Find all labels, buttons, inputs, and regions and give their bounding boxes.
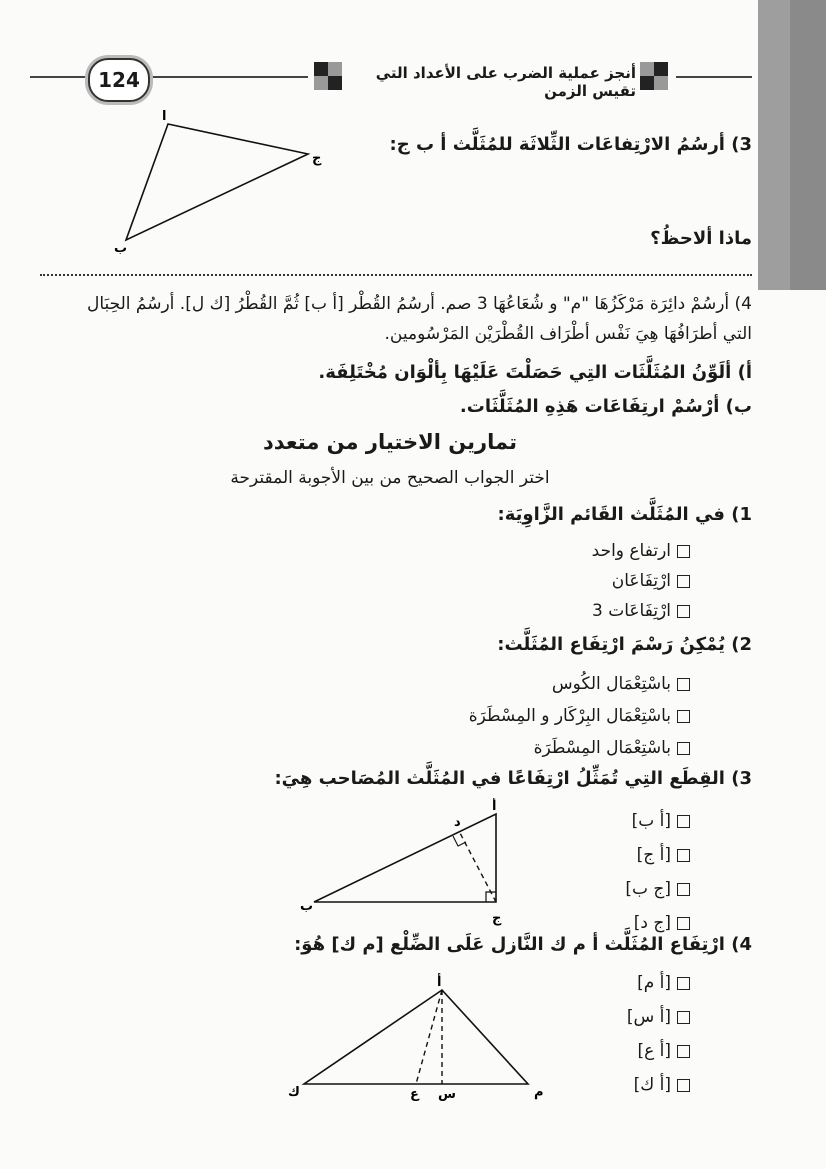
header-title: أنجز عملية الضرب على الأعداد التي تقيس الزمن bbox=[375, 64, 636, 100]
triangle-amk bbox=[304, 990, 528, 1084]
exercise4-part-b: ب) أرْسُمْ ارتِفَاعَات هَذِهِ المُثَلَّثَات. bbox=[459, 396, 752, 417]
mcq1-options bbox=[350, 536, 690, 626]
mcq4-option[interactable]: [أ ك] bbox=[560, 1068, 690, 1102]
checkbox[interactable] bbox=[677, 1045, 690, 1058]
page-number: 124 bbox=[88, 58, 150, 102]
exercise4-line1: 4) أرسُمْ دائِرَة مَرْكَزُهَا "م" و شُعَاعُهَا 3 صم. أرسُمُ القُطْر [أ ب] ثُمَّ القُطْرُ [ك ل]. أرسُمُ الحِبَال bbox=[86, 294, 752, 314]
vertex-label-b: ب bbox=[114, 241, 128, 256]
vertex-label-j: ج bbox=[312, 151, 322, 166]
exercise4-line2: التي أطرَافُهَا هِيَ نَفْس أطْرَاف القُطْرَيْن المَرْسُومين. bbox=[384, 324, 752, 344]
checkbox[interactable] bbox=[677, 742, 690, 755]
mcq3-prompt: 3) القِطَع التِي تُمَثِّلُ ارْتِفَاعًا في المُثَلَّث المُصَاحب هِيَ: bbox=[274, 768, 752, 789]
mcq3-option[interactable]: [أ ب] bbox=[560, 804, 690, 838]
checkbox[interactable] bbox=[677, 710, 690, 723]
mcq2-option[interactable]: باسْتِعْمَال الكُوس bbox=[350, 668, 690, 700]
mcq3-option[interactable]: [أ ج] bbox=[560, 838, 690, 872]
mcq4-options bbox=[560, 966, 690, 1102]
checkbox[interactable] bbox=[677, 815, 690, 828]
right-triangle-figure bbox=[300, 798, 520, 928]
mcq4-option[interactable]: [أ ع] bbox=[560, 1034, 690, 1068]
checkbox[interactable] bbox=[677, 605, 690, 618]
mcq3-option[interactable]: [ج د] bbox=[560, 906, 690, 940]
vertex-label-b: ب bbox=[300, 899, 314, 914]
mcq4-option[interactable]: [أ م] bbox=[560, 966, 690, 1000]
mcq2-option[interactable]: باسْتِعْمَال البِرْكَار و المِسْطَرَة bbox=[350, 700, 690, 732]
vertex-label-d: د bbox=[454, 815, 461, 830]
mcq-instruction: اختر الجواب الصحيح من بين الأجوبة المقترحة bbox=[230, 468, 550, 488]
header-line-middle bbox=[150, 76, 308, 78]
mcq1-option[interactable]: ارتفاع واحد bbox=[350, 536, 690, 566]
vertex-label-a: أ bbox=[492, 799, 497, 814]
vertex-label-a: أ bbox=[162, 110, 167, 124]
exercise3-prompt: 3) أرسُمُ الارْتِفاعَات الثِّلاثَة للمُثَلَّث أ ب ج: bbox=[389, 134, 752, 155]
checkbox[interactable] bbox=[677, 1079, 690, 1092]
section-divider bbox=[40, 274, 752, 276]
header-line-right bbox=[676, 76, 752, 78]
mcq2-options bbox=[350, 668, 690, 764]
checkbox[interactable] bbox=[677, 977, 690, 990]
mcq2-option[interactable]: باسْتِعْمَال المِسْطَرَة bbox=[350, 732, 690, 764]
point-label-s: س bbox=[438, 1087, 456, 1102]
vertex-label-k: ك bbox=[288, 1085, 300, 1100]
mcq4-option[interactable]: [أ س] bbox=[560, 1000, 690, 1034]
exercise4-part-a: أ) ألَوِّنُ المُثَلَّثَات التِي حَصَلْتَ عَلَيْهَا بِألْوَان مُخْتَلِفَة. bbox=[318, 362, 752, 383]
side-tab-dark bbox=[790, 0, 826, 290]
mcq3-options bbox=[560, 804, 690, 940]
checkbox[interactable] bbox=[677, 545, 690, 558]
mcq4-prompt: 4) ارْتِفَاع المُثَلَّث أ م ك النَّازل عَلَى الضِّلْع [م ك] هُوَ: bbox=[294, 934, 752, 955]
triangle-abj-figure bbox=[100, 110, 340, 260]
checkbox[interactable] bbox=[677, 917, 690, 930]
checkbox[interactable] bbox=[677, 849, 690, 862]
header-ornament-left bbox=[314, 62, 342, 90]
mcq1-option[interactable]: ارْتِفَاعَان bbox=[350, 566, 690, 596]
mcq3-option[interactable]: [ج ب] bbox=[560, 872, 690, 906]
checkbox[interactable] bbox=[677, 1011, 690, 1024]
checkbox[interactable] bbox=[677, 883, 690, 896]
altitude-segment bbox=[460, 833, 496, 902]
vertex-label-j: ج bbox=[492, 911, 502, 926]
mcq-title: تمارين الاختيار من متعدد bbox=[263, 430, 517, 454]
exercise3-question: ماذا ألاحظُ؟ bbox=[650, 228, 752, 249]
triangle-abj bbox=[126, 124, 308, 240]
vertex-label-a: أ bbox=[437, 975, 442, 990]
checkbox[interactable] bbox=[677, 678, 690, 691]
header-line-left bbox=[30, 76, 90, 78]
checkbox[interactable] bbox=[677, 575, 690, 588]
mcq2-prompt: 2) يُمْكِنُ رَسْمَ ارْتِفَاع المُثَلَّث: bbox=[497, 634, 752, 655]
right-triangle bbox=[314, 814, 496, 902]
mcq1-prompt: 1) في المُثَلَّث القَائم الزَّاوِيَة: bbox=[497, 504, 752, 525]
mcq1-option[interactable]: 3 ارْتِفَاعَات bbox=[350, 596, 690, 626]
header-ornament-right bbox=[640, 62, 668, 90]
point-label-e: ع bbox=[410, 1087, 419, 1102]
vertex-label-m: م bbox=[534, 1085, 544, 1100]
triangle-amk-figure bbox=[280, 972, 570, 1112]
